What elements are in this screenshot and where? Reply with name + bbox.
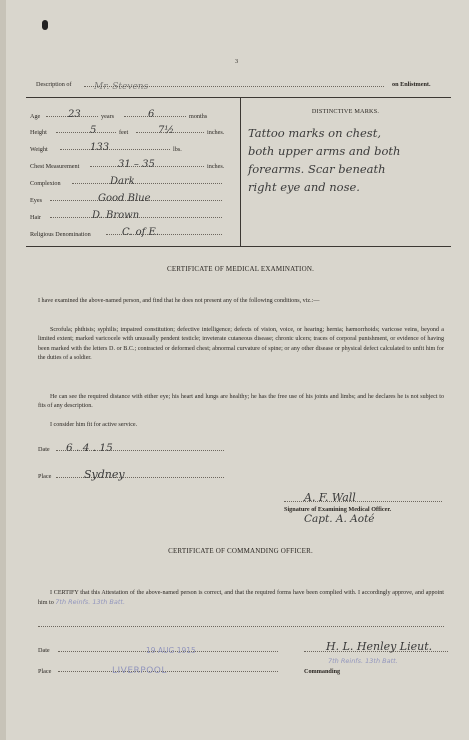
on-enlistment-label: on Enlistment. [392, 81, 431, 88]
medical-signature-rank: Capt. A. Aoté [304, 513, 375, 525]
medical-date-value: 6 . 4 . 15 [66, 442, 113, 454]
medical-signature-label: Signature of Examining Medical Officer. [284, 506, 392, 513]
commanding-date-line [58, 640, 278, 655]
commanding-label: Commanding [304, 668, 341, 675]
medical-signature-line [284, 488, 442, 502]
age-years-value: 23 [68, 109, 81, 120]
chest-value: 31 – 35 [118, 159, 155, 170]
height-feet-value: 5 [90, 125, 97, 136]
medical-fit-statement: I consider him fit for active service. [50, 422, 138, 428]
medical-place-label: Place [38, 473, 52, 480]
medical-intro: I have examined the above-named person, and find that he does not present any of the following conditions, viz.:— [38, 298, 320, 304]
age-months-value: 6 [148, 109, 155, 120]
commanding-signature: H. L. Henley Lieut. [326, 640, 433, 653]
medical-signature: A. F. Wall [304, 491, 356, 504]
complexion-value: Dark [110, 176, 135, 187]
commanding-blank-line [38, 620, 444, 627]
distinctive-line: forearms. Scar beneath [248, 162, 386, 176]
description-label: Description of [36, 81, 72, 88]
distinctive-line: Tattoo marks on chest, [248, 126, 381, 140]
place-stamp: LIVERPOOL [112, 666, 167, 676]
table-bottom-border [26, 246, 451, 247]
commanding-certificate-title: CERTIFICATE OF COMMANDING OFFICER. [168, 547, 313, 555]
eyes-value: Good Blue [98, 193, 151, 204]
distinctive-line: both upper arms and both [248, 144, 401, 158]
table-divider [240, 97, 241, 246]
medical-place-value: Sydney [84, 468, 125, 481]
attestation-page: 3 Description of Mr. Stevens on Enlistment. Age 23 years 6 months Height 5 feet 7½ inches. Weight 133 lbs. Chest Measurement 31 – 35 inches. Complexion Dark Eyes Good Blue Hair D. Brown Religious Denomination C. of E. DISTINCTIVE MARKS. Tattoo marks on chest, both upper arms and both forearms. Scar beneath right eye and nose. CERTIFICATE OF MEDICAL EXAMINATION. I have examined the above-named person, and find that he does not present any of the following conditions, viz.:— Scrofula; phthisis; syphilis; impaired constitution; defective intelligence; defects of vision, voice, or hearing; hernia; hæmorrhoids; varicose veins, beyond a limited extent; marked varicocele with unusually pendent testicle; inveterate cutaneous disease; chronic ulcers; traces of corporal punishment, or evidence of having been marked with the letters D. or B.C.; contracted or deformed chest; abnormal curvature of spine; or any other disease or physical defect calculated to unfit him for the duties of a soldier. He can see the required distance with either eye; his heart and lungs are healthy; he has the free use of his joints and limbs; and he declares he is not subject to fits of any description. I consider him fit for active service. Date 6 . 4 . 15 Place Sydney A. F. Wall Signature of Examining Medical Officer. Capt. A. Aoté CERTIFICATE OF COMMANDING OFFICER. I CERTIFY that this Attestation of the above-named person is correct, and that the required forms have been complied with. I accordingly approve, and appoint him to 7th Reinfs. 13th Batt. Date 19 AUG 1915 Place LIVERPOOL H. L. Henley Lieut. 7th Reinfs. 13th Batt. Commanding [0, 0, 469, 740]
date-stamp: 19 AUG 1915 [146, 646, 196, 655]
medical-date-label: Date [38, 446, 50, 453]
commanding-signature-line [304, 637, 448, 652]
description-name-line [84, 76, 384, 92]
medical-certificate-title: CERTIFICATE OF MEDICAL EXAMINATION. [166, 265, 315, 273]
weight-value: 133 [90, 142, 110, 153]
distinctive-line: right eye and nose. [248, 180, 360, 194]
commanding-date-label: Date [38, 647, 50, 654]
medical-conditions: Scrofula; phthisis; syphilis; impaired constitution; defective intelligence; defects of vision, voice, or hearing; hernia; hæmorrhoids; varicose veins, beyond a limited extent; marked varicocele with unusually pendent testicle; inveterate cutaneous disease; chronic ulcers; traces of corporal punishment, or evidence of having been marked with the letters D. or B.C.; contracted or deformed chest; abnormal curvature of spine; or any other disease or physical defect calculated to unfit him for the duties of a soldier. [38, 327, 444, 361]
commanding-signature-unit: 7th Reinfs. 13th Batt. [328, 657, 398, 665]
distinctive-marks-text [248, 124, 453, 196]
medical-date-line [56, 438, 224, 454]
medical-vision-statement: He can see the required distance with either eye; his heart and lungs are healthy; he has the free use of his joints and limbs; and he declares he is not subject to fits of any description. [38, 394, 444, 410]
appointed-unit: 7th Reinfs. 13th Batt. [55, 598, 126, 607]
table-top-border [26, 97, 451, 98]
hair-value: D. Brown [92, 210, 140, 221]
height-inches-value: 7½ [158, 125, 175, 136]
page-number: 3 [235, 58, 239, 65]
commanding-place-line [58, 660, 278, 676]
distinctive-marks-title: DISTINCTIVE MARKS. [311, 108, 380, 115]
commanding-place-label: Place [38, 668, 52, 675]
punch-hole [42, 20, 48, 30]
religion-value: C. of E. [122, 227, 160, 238]
description-name: Mr. Stevens [94, 82, 149, 92]
commanding-certify-text: I CERTIFY that this Attestation of the above-named person is correct, and that the required forms have been complied with. I accordingly approve, and appoint him to 7th Reinfs. 13th Batt. [38, 590, 444, 607]
medical-place-line [56, 465, 224, 481]
